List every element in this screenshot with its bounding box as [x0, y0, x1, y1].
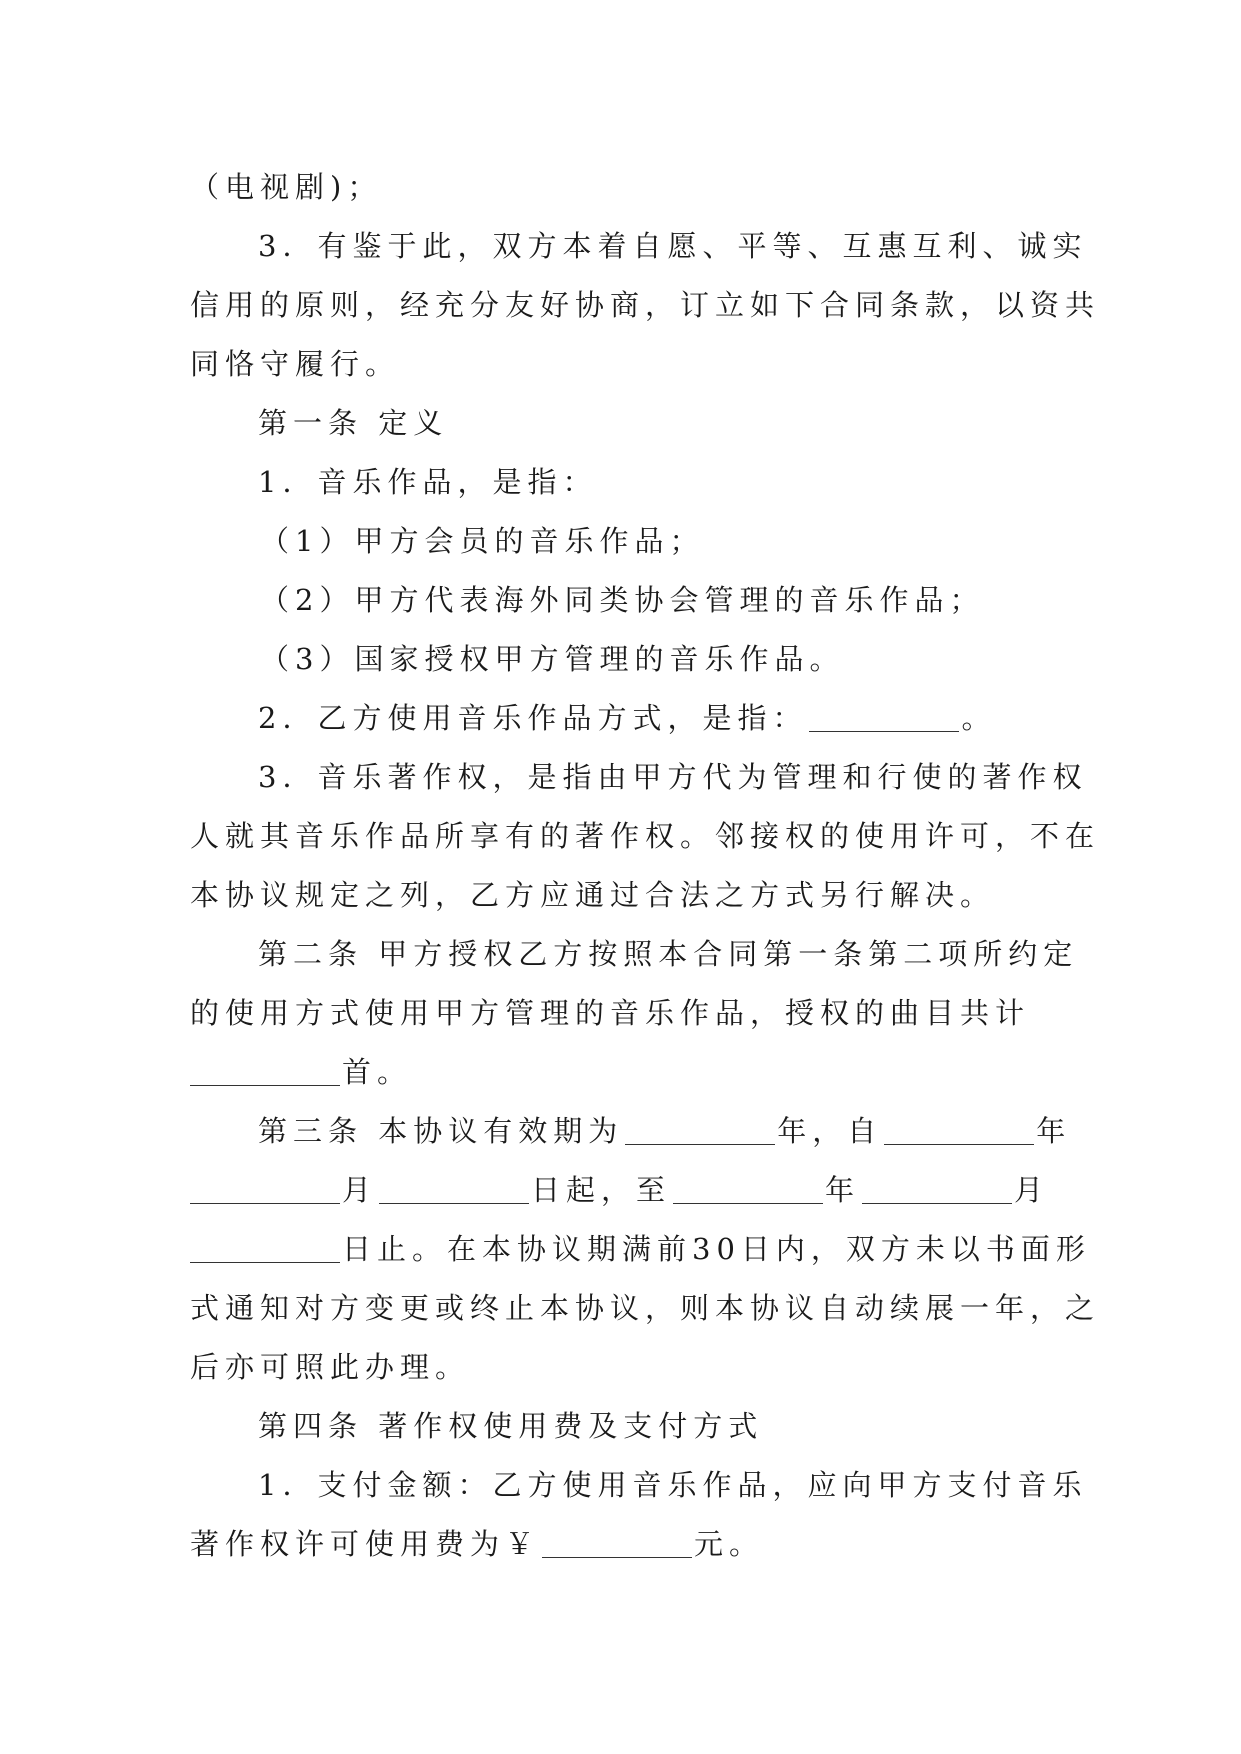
article-heading: 第二条 甲方授权乙方按照本合同第一条第二项所约定 — [258, 937, 1079, 971]
blank-field[interactable] — [190, 1173, 340, 1204]
list-item: （3）国家授权甲方管理的音乐作品。 — [260, 642, 845, 676]
text-segment: 年 — [1036, 1114, 1072, 1148]
text-segment: 月 — [342, 1173, 378, 1207]
text-line: （电视剧)； — [190, 170, 383, 204]
text-line: 式通知对方变更或终止本协议，则本协议自动续展一年，之 — [190, 1291, 1101, 1325]
text-line: 人就其音乐作品所享有的著作权。邻接权的使用许可，不在 — [190, 819, 1101, 853]
blank-field[interactable] — [809, 701, 959, 732]
blank-field[interactable] — [673, 1173, 823, 1204]
text-segment: 。 — [961, 701, 997, 735]
text-line — [190, 1220, 1091, 1279]
text-line — [190, 1043, 1058, 1102]
text-line — [190, 1161, 1058, 1220]
text-line: 1．支付金额：乙方使用音乐作品，应向甲方支付音乐 — [258, 1468, 1088, 1502]
text-segment: 年，自 — [777, 1114, 883, 1148]
blank-field[interactable] — [862, 1173, 1012, 1204]
text-segment: 元。 — [694, 1527, 765, 1561]
text-line — [190, 1515, 1058, 1574]
text-line: 1．音乐作品，是指： — [258, 465, 598, 499]
blank-field[interactable] — [190, 1232, 340, 1263]
text-segment: 第三条 本协议有效期为 — [258, 1114, 624, 1148]
blank-field[interactable] — [884, 1114, 1034, 1145]
document-page — [190, 158, 1101, 1574]
text-line — [190, 689, 1058, 748]
text-segment: 年 — [825, 1173, 861, 1207]
text-segment: 月 — [1014, 1173, 1050, 1207]
article-heading: 第四条 著作权使用费及支付方式 — [258, 1409, 764, 1443]
text-segment: 2．乙方使用音乐作品方式，是指： — [258, 701, 808, 735]
text-line: 3．音乐著作权，是指由甲方代为管理和行使的著作权 — [258, 760, 1088, 794]
list-item: （1）甲方会员的音乐作品； — [260, 524, 705, 558]
blank-field[interactable] — [625, 1114, 775, 1145]
article-heading: 第一条 定义 — [258, 406, 449, 440]
blank-field[interactable] — [190, 1055, 340, 1086]
text-segment: 首。 — [342, 1055, 413, 1089]
text-line: 后亦可照此办理。 — [190, 1350, 471, 1384]
text-segment: 日起，至 — [531, 1173, 672, 1207]
blank-field[interactable] — [542, 1527, 692, 1558]
text-line — [190, 1102, 1072, 1161]
text-line: 同恪守履行。 — [190, 347, 401, 381]
text-line: 3．有鉴于此，双方本着自愿、平等、互惠互利、诚实 — [258, 229, 1088, 263]
text-segment: 日止。在本协议期满前30日内，双方未以书面形 — [342, 1232, 1091, 1266]
text-line: 本协议规定之列，乙方应通过合法之方式另行解决。 — [190, 878, 996, 912]
text-line: 的使用方式使用甲方管理的音乐作品，授权的曲目共计 — [190, 996, 1031, 1030]
text-segment: 著作权许可使用费为￥ — [190, 1527, 541, 1561]
blank-field[interactable] — [379, 1173, 529, 1204]
list-item: （2）甲方代表海外同类协会管理的音乐作品； — [260, 583, 985, 617]
text-line: 信用的原则，经充分友好协商，订立如下合同条款，以资共 — [190, 288, 1101, 322]
